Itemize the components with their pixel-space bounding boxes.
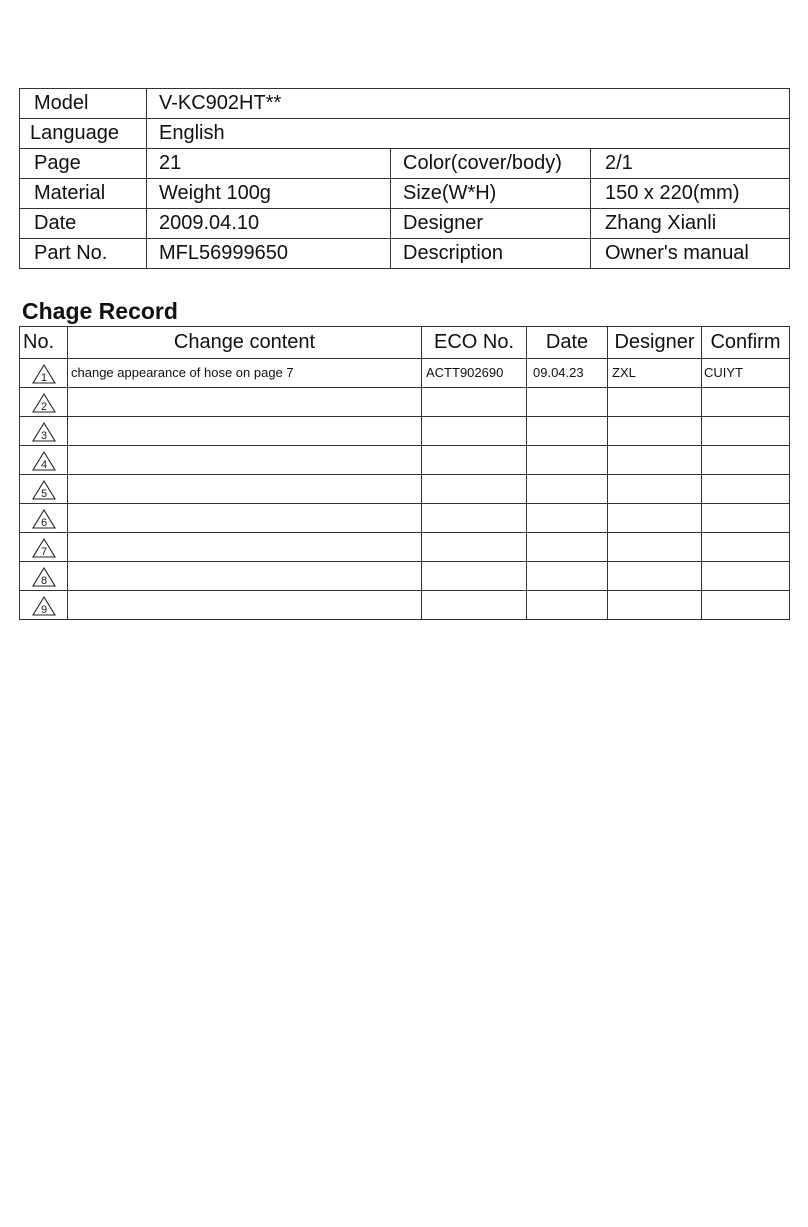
page-label: Page: [20, 149, 147, 179]
revision-cell: [20, 388, 68, 417]
record-body: [20, 359, 790, 620]
designer-cell: [608, 533, 702, 562]
eco-no-cell: [422, 417, 527, 446]
size-label: Size(W*H): [391, 179, 591, 209]
eco-no-cell: [422, 475, 527, 504]
revision-number: 4: [40, 458, 47, 471]
color-label: Color(cover/body): [391, 149, 591, 179]
revision-cell: [20, 446, 68, 475]
header-confirm: Confirm: [702, 327, 790, 359]
material-label: Material: [20, 179, 147, 209]
revision-cell: [20, 504, 68, 533]
size-value: 150 x 220(mm): [591, 179, 790, 209]
confirm-cell: CUIYT: [702, 359, 790, 388]
designer-cell: [608, 504, 702, 533]
table-row: [20, 475, 790, 504]
confirm-cell: [702, 562, 790, 591]
change-content-cell: [68, 591, 422, 620]
color-value: 2/1: [591, 149, 790, 179]
header-eco-no: ECO No.: [422, 327, 527, 359]
header-change-content: Change content: [68, 327, 422, 359]
table-row: [20, 504, 790, 533]
table-row: [20, 446, 790, 475]
revision-cell: [20, 533, 68, 562]
eco-no-cell: [422, 562, 527, 591]
header-no: No.: [20, 327, 68, 359]
date-cell: [527, 417, 608, 446]
date-cell: [527, 591, 608, 620]
revision-triangle-icon: [32, 421, 56, 443]
confirm-cell: [702, 591, 790, 620]
table-row: [20, 533, 790, 562]
spec-row-model: [20, 89, 790, 119]
date-cell: [527, 388, 608, 417]
revision-triangle-icon: [32, 537, 56, 559]
date-value: 2009.04.10: [147, 209, 391, 239]
eco-no-cell: [422, 388, 527, 417]
table-row: [20, 562, 790, 591]
revision-cell: [20, 417, 68, 446]
header-designer: Designer: [608, 327, 702, 359]
designer-cell: [608, 446, 702, 475]
date-cell: 09.04.23: [527, 359, 608, 388]
revision-triangle-icon: [32, 450, 56, 472]
revision-triangle-icon: [32, 363, 56, 385]
description-value: Owner's manual: [591, 239, 790, 269]
date-cell: [527, 504, 608, 533]
change-content-cell: [68, 417, 422, 446]
table-row: [20, 388, 790, 417]
change-content-cell: [68, 388, 422, 417]
revision-triangle-icon: [32, 392, 56, 414]
revision-triangle-icon: [32, 508, 56, 530]
change-content-cell: [68, 562, 422, 591]
table-row: [20, 417, 790, 446]
revision-number: 8: [40, 574, 47, 587]
designer-cell: [608, 562, 702, 591]
designer-cell: [608, 388, 702, 417]
revision-cell: [20, 359, 68, 388]
designer-value: Zhang Xianli: [591, 209, 790, 239]
record-header-row: [20, 327, 790, 359]
revision-triangle-icon: [32, 479, 56, 501]
spec-table: [19, 88, 790, 269]
revision-cell: [20, 562, 68, 591]
revision-number: 6: [40, 516, 47, 529]
revision-triangle-icon: [32, 566, 56, 588]
date-label: Date: [20, 209, 147, 239]
revision-cell: [20, 475, 68, 504]
table-row: [20, 359, 790, 388]
description-label: Description: [391, 239, 591, 269]
eco-no-cell: ACTT902690: [422, 359, 527, 388]
confirm-cell: [702, 533, 790, 562]
partno-value: MFL56999650: [147, 239, 391, 269]
eco-no-cell: [422, 446, 527, 475]
designer-cell: ZXL: [608, 359, 702, 388]
revision-number: 2: [40, 400, 47, 413]
change-content-cell: [68, 475, 422, 504]
revision-number: 3: [40, 429, 47, 442]
change-content-cell: [68, 446, 422, 475]
record-title: Chage Record: [22, 298, 178, 324]
revision-triangle-icon: [32, 595, 56, 617]
header-date: Date: [527, 327, 608, 359]
date-cell: [527, 533, 608, 562]
confirm-cell: [702, 446, 790, 475]
change-content-cell: [68, 533, 422, 562]
change-content-cell: [68, 504, 422, 533]
date-cell: [527, 475, 608, 504]
spec-row-language: [20, 119, 790, 149]
designer-cell: [608, 591, 702, 620]
language-value: English: [147, 119, 790, 149]
change-content-cell: change appearance of hose on page 7: [68, 359, 422, 388]
confirm-cell: [702, 388, 790, 417]
revision-cell: [20, 591, 68, 620]
partno-label: Part No.: [20, 239, 147, 269]
spec-row-page: [20, 149, 790, 179]
revision-number: 1: [40, 371, 47, 384]
designer-cell: [608, 475, 702, 504]
revision-number: 5: [40, 487, 47, 500]
date-cell: [527, 562, 608, 591]
confirm-cell: [702, 475, 790, 504]
date-cell: [527, 446, 608, 475]
eco-no-cell: [422, 533, 527, 562]
designer-cell: [608, 417, 702, 446]
designer-label: Designer: [391, 209, 591, 239]
spec-row-date: [20, 209, 790, 239]
confirm-cell: [702, 417, 790, 446]
model-value: V-KC902HT**: [147, 89, 790, 119]
eco-no-cell: [422, 504, 527, 533]
change-record-table: [19, 326, 790, 620]
revision-number: 9: [40, 603, 47, 616]
spec-row-partno: [20, 239, 790, 269]
table-row: [20, 591, 790, 620]
language-label: Language: [20, 119, 147, 149]
eco-no-cell: [422, 591, 527, 620]
confirm-cell: [702, 504, 790, 533]
spec-row-material: [20, 179, 790, 209]
model-label: Model: [20, 89, 147, 119]
revision-number: 7: [40, 545, 47, 558]
material-value: Weight 100g: [147, 179, 391, 209]
page-value: 21: [147, 149, 391, 179]
